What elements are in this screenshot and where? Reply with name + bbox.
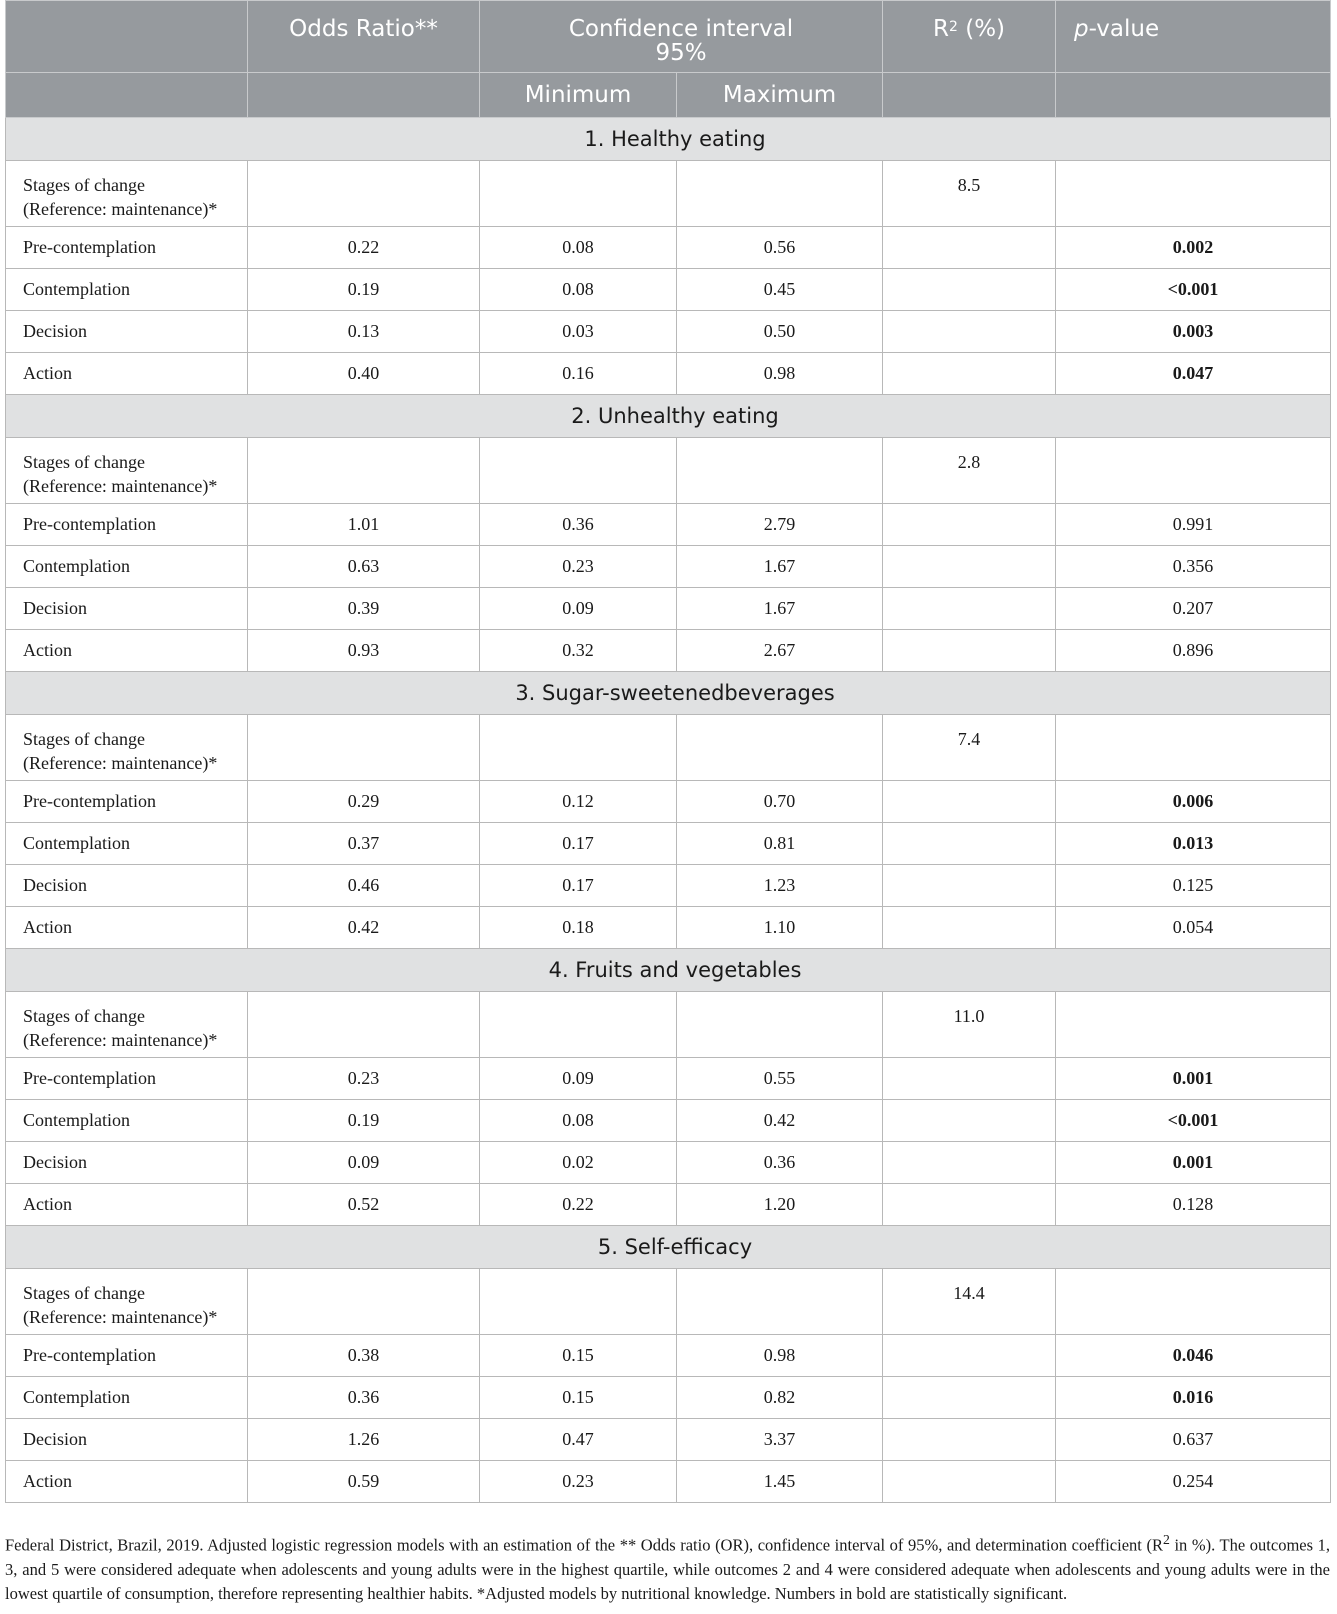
p-value: 0.896	[1056, 630, 1331, 672]
ci-maximum-value: 1.67	[677, 588, 883, 630]
header-r2-base: R	[933, 16, 949, 42]
table-row	[6, 504, 1331, 546]
empty-cell	[883, 588, 1056, 630]
empty-cell	[883, 1461, 1056, 1503]
empty-cell	[248, 715, 480, 781]
empty-cell	[883, 865, 1056, 907]
table-row	[6, 1184, 1331, 1226]
stages-of-change-row	[6, 161, 1331, 227]
empty-cell	[677, 992, 883, 1058]
empty-cell	[883, 227, 1056, 269]
table-row	[6, 1100, 1331, 1142]
ci-minimum-value: 0.12	[480, 781, 677, 823]
p-value: 0.125	[1056, 865, 1331, 907]
stage-label-line1: Stages of change	[23, 1006, 145, 1026]
stage-label-cell	[6, 438, 248, 504]
odds-ratio-value: 0.19	[248, 1100, 480, 1142]
p-value: 0.003	[1056, 311, 1331, 353]
ci-maximum-value: 1.45	[677, 1461, 883, 1503]
table-row	[6, 823, 1331, 865]
row-label: Action	[6, 907, 248, 949]
stage-label-line2: (Reference: maintenance)*	[23, 1030, 218, 1050]
ci-minimum-value: 0.08	[480, 1100, 677, 1142]
row-label: Action	[6, 353, 248, 395]
p-value: 0.002	[1056, 227, 1331, 269]
row-label: Pre-contemplation	[6, 227, 248, 269]
row-label: Action	[6, 630, 248, 672]
section-title: 1. Healthy eating	[6, 118, 1331, 161]
ci-minimum-value: 0.47	[480, 1419, 677, 1461]
empty-cell	[677, 161, 883, 227]
ci-maximum-value: 3.37	[677, 1419, 883, 1461]
empty-cell	[248, 1269, 480, 1335]
p-value: 0.254	[1056, 1461, 1331, 1503]
odds-ratio-value: 0.46	[248, 865, 480, 907]
empty-cell	[883, 353, 1056, 395]
stage-label-cell	[6, 1269, 248, 1335]
empty-cell	[677, 715, 883, 781]
ci-maximum-value: 0.82	[677, 1377, 883, 1419]
ci-maximum-value: 2.67	[677, 630, 883, 672]
odds-ratio-value: 0.52	[248, 1184, 480, 1226]
ci-maximum-value: 1.67	[677, 546, 883, 588]
table-row	[6, 311, 1331, 353]
empty-cell	[248, 992, 480, 1058]
empty-cell	[883, 504, 1056, 546]
empty-cell	[248, 438, 480, 504]
section-title: 4. Fruits and vegetables	[6, 949, 1331, 992]
table-row	[6, 865, 1331, 907]
odds-ratio-value: 0.22	[248, 227, 480, 269]
ci-minimum-value: 0.23	[480, 546, 677, 588]
odds-ratio-value: 0.42	[248, 907, 480, 949]
section-header-row	[6, 949, 1331, 992]
odds-ratio-value: 0.40	[248, 353, 480, 395]
stages-of-change-row	[6, 715, 1331, 781]
r-squared-value: 11.0	[883, 992, 1056, 1058]
odds-ratio-value: 0.59	[248, 1461, 480, 1503]
r-squared-value: 8.5	[883, 161, 1056, 227]
footnote-sup: 2	[1162, 1532, 1170, 1547]
table-footnote	[5, 1528, 1330, 1606]
ci-minimum-value: 0.17	[480, 865, 677, 907]
empty-cell	[480, 715, 677, 781]
header-odds-ratio: Odds Ratio**	[248, 1, 480, 73]
ci-maximum-value: 1.23	[677, 865, 883, 907]
row-label: Decision	[6, 311, 248, 353]
ci-minimum-value: 0.36	[480, 504, 677, 546]
ci-maximum-value: 0.42	[677, 1100, 883, 1142]
p-value: 0.006	[1056, 781, 1331, 823]
header-empty-cell	[6, 1, 248, 73]
table-row	[6, 630, 1331, 672]
row-label: Pre-contemplation	[6, 504, 248, 546]
header-p-rest: -value	[1088, 16, 1160, 42]
row-label: Action	[6, 1184, 248, 1226]
empty-cell	[883, 1419, 1056, 1461]
empty-cell	[883, 630, 1056, 672]
p-value: 0.637	[1056, 1419, 1331, 1461]
stage-label-cell	[6, 161, 248, 227]
header-maximum: Maximum	[677, 73, 883, 118]
ci-minimum-value: 0.03	[480, 311, 677, 353]
section-header-row	[6, 118, 1331, 161]
ci-minimum-value: 0.16	[480, 353, 677, 395]
row-label: Pre-contemplation	[6, 781, 248, 823]
odds-ratio-value: 0.39	[248, 588, 480, 630]
stage-label-line2: (Reference: maintenance)*	[23, 199, 218, 219]
row-label: Contemplation	[6, 823, 248, 865]
header-minimum: Minimum	[480, 73, 677, 118]
empty-cell	[883, 781, 1056, 823]
empty-cell	[248, 161, 480, 227]
row-label: Decision	[6, 1142, 248, 1184]
p-value: 0.207	[1056, 588, 1331, 630]
ci-maximum-value: 0.81	[677, 823, 883, 865]
empty-cell	[1056, 992, 1331, 1058]
table-row	[6, 588, 1331, 630]
table-row	[6, 1058, 1331, 1100]
stage-label-line2: (Reference: maintenance)*	[23, 1307, 218, 1327]
ci-minimum-value: 0.08	[480, 269, 677, 311]
row-label: Decision	[6, 865, 248, 907]
odds-ratio-value: 0.93	[248, 630, 480, 672]
stages-of-change-row	[6, 1269, 1331, 1335]
header-r2-rest: (%)	[957, 16, 1006, 42]
stage-label-cell	[6, 992, 248, 1058]
empty-cell	[883, 823, 1056, 865]
odds-ratio-value: 0.19	[248, 269, 480, 311]
ci-minimum-value: 0.15	[480, 1335, 677, 1377]
table-row	[6, 227, 1331, 269]
ci-maximum-value: 2.79	[677, 504, 883, 546]
p-value: 0.356	[1056, 546, 1331, 588]
table-row	[6, 1419, 1331, 1461]
empty-cell	[883, 1058, 1056, 1100]
stage-label-cell	[6, 715, 248, 781]
p-value: 0.001	[1056, 1142, 1331, 1184]
odds-ratio-value: 1.01	[248, 504, 480, 546]
empty-cell	[1056, 1269, 1331, 1335]
empty-cell	[883, 546, 1056, 588]
odds-ratio-value: 0.36	[248, 1377, 480, 1419]
header-empty-cell	[1056, 73, 1331, 118]
header-ci-line2: 95%	[655, 40, 707, 66]
table-row	[6, 781, 1331, 823]
odds-ratio-value: 0.37	[248, 823, 480, 865]
empty-cell	[883, 1100, 1056, 1142]
ci-maximum-value: 0.56	[677, 227, 883, 269]
empty-cell	[883, 1184, 1056, 1226]
table-row	[6, 907, 1331, 949]
section-title: 5. Self-efficacy	[6, 1226, 1331, 1269]
empty-cell	[883, 1377, 1056, 1419]
row-label: Contemplation	[6, 269, 248, 311]
row-label: Pre-contemplation	[6, 1335, 248, 1377]
stage-label-line1: Stages of change	[23, 175, 145, 195]
footnote-part1: Federal District, Brazil, 2019. Adjusted logistic regression models with an estimation of the ** Odds ratio (OR), confidence interval of 95%, and determination coefficient (R	[5, 1535, 1163, 1555]
ci-maximum-value: 0.36	[677, 1142, 883, 1184]
header-r2-sup: 2	[948, 19, 958, 35]
header-empty-cell	[883, 73, 1056, 118]
p-value: 0.991	[1056, 504, 1331, 546]
ci-minimum-value: 0.09	[480, 1058, 677, 1100]
header-p-italic: p	[1074, 16, 1089, 42]
ci-maximum-value: 0.50	[677, 311, 883, 353]
header-empty-cell	[248, 73, 480, 118]
ci-minimum-value: 0.15	[480, 1377, 677, 1419]
odds-ratio-value: 0.23	[248, 1058, 480, 1100]
row-label: Contemplation	[6, 1377, 248, 1419]
ci-minimum-value: 0.32	[480, 630, 677, 672]
table-row	[6, 546, 1331, 588]
results-table-container	[5, 0, 1330, 1503]
section-title: 2. Unhealthy eating	[6, 395, 1331, 438]
odds-ratio-value: 1.26	[248, 1419, 480, 1461]
ci-minimum-value: 0.08	[480, 227, 677, 269]
row-label: Pre-contemplation	[6, 1058, 248, 1100]
row-label: Decision	[6, 588, 248, 630]
header-ci-line1: Confidence interval	[568, 16, 794, 42]
ci-minimum-value: 0.18	[480, 907, 677, 949]
r-squared-value: 14.4	[883, 1269, 1056, 1335]
ci-minimum-value: 0.17	[480, 823, 677, 865]
section-header-row	[6, 672, 1331, 715]
empty-cell	[883, 311, 1056, 353]
ci-maximum-value: 0.98	[677, 1335, 883, 1377]
header-p-value	[1056, 1, 1331, 73]
ci-minimum-value: 0.09	[480, 588, 677, 630]
p-value: 0.013	[1056, 823, 1331, 865]
empty-cell	[480, 161, 677, 227]
p-value: 0.054	[1056, 907, 1331, 949]
r-squared-value: 2.8	[883, 438, 1056, 504]
table-row	[6, 269, 1331, 311]
ci-maximum-value: 0.45	[677, 269, 883, 311]
ci-maximum-value: 0.55	[677, 1058, 883, 1100]
table-row	[6, 353, 1331, 395]
stage-label-line1: Stages of change	[23, 452, 145, 472]
stage-label-line2: (Reference: maintenance)*	[23, 476, 218, 496]
header-r-squared	[883, 1, 1056, 73]
p-value: 0.128	[1056, 1184, 1331, 1226]
odds-ratio-value: 0.29	[248, 781, 480, 823]
odds-ratio-value: 0.63	[248, 546, 480, 588]
empty-cell	[480, 1269, 677, 1335]
table-row	[6, 1461, 1331, 1503]
stage-label-line2: (Reference: maintenance)*	[23, 753, 218, 773]
empty-cell	[883, 1142, 1056, 1184]
empty-cell	[677, 438, 883, 504]
table-row	[6, 1377, 1331, 1419]
ci-minimum-value: 0.22	[480, 1184, 677, 1226]
p-value: 0.046	[1056, 1335, 1331, 1377]
section-title: 3. Sugar-sweetenedbeverages	[6, 672, 1331, 715]
empty-cell	[1056, 438, 1331, 504]
row-label: Decision	[6, 1419, 248, 1461]
stages-of-change-row	[6, 992, 1331, 1058]
odds-ratio-value: 0.13	[248, 311, 480, 353]
empty-cell	[883, 269, 1056, 311]
section-header-row	[6, 395, 1331, 438]
stages-of-change-row	[6, 438, 1331, 504]
p-value: 0.047	[1056, 353, 1331, 395]
stage-label-line1: Stages of change	[23, 729, 145, 749]
empty-cell	[883, 907, 1056, 949]
row-label: Contemplation	[6, 546, 248, 588]
table-body	[6, 118, 1331, 1503]
empty-cell	[1056, 715, 1331, 781]
header-confidence-interval	[480, 1, 883, 73]
header-empty-cell	[6, 73, 248, 118]
ci-maximum-value: 1.20	[677, 1184, 883, 1226]
ci-maximum-value: 1.10	[677, 907, 883, 949]
p-value: <0.001	[1056, 269, 1331, 311]
r-squared-value: 7.4	[883, 715, 1056, 781]
empty-cell	[480, 438, 677, 504]
ci-minimum-value: 0.02	[480, 1142, 677, 1184]
p-value: 0.001	[1056, 1058, 1331, 1100]
ci-minimum-value: 0.23	[480, 1461, 677, 1503]
p-value: <0.001	[1056, 1100, 1331, 1142]
table-row	[6, 1335, 1331, 1377]
row-label: Contemplation	[6, 1100, 248, 1142]
row-label: Action	[6, 1461, 248, 1503]
footnote-part2: in %). The outcomes 1, 3, and 5 were considered adequate when adolescents and young adults were in the highest quartile, while outcomes 2 and 4 were considered adequate when adolescents and young adults were in the lowest quartile of consumption, therefore representing healthier habits. *Adjusted models by nutritional knowledge. Numbers in bold are statistically significant.	[5, 1535, 1330, 1603]
empty-cell	[480, 992, 677, 1058]
ci-maximum-value: 0.70	[677, 781, 883, 823]
ci-maximum-value: 0.98	[677, 353, 883, 395]
odds-ratio-value: 0.09	[248, 1142, 480, 1184]
regression-table	[5, 0, 1331, 1503]
table-row	[6, 1142, 1331, 1184]
table-header	[6, 1, 1331, 118]
section-header-row	[6, 1226, 1331, 1269]
empty-cell	[883, 1335, 1056, 1377]
empty-cell	[1056, 161, 1331, 227]
stage-label-line1: Stages of change	[23, 1283, 145, 1303]
empty-cell	[677, 1269, 883, 1335]
odds-ratio-value: 0.38	[248, 1335, 480, 1377]
p-value: 0.016	[1056, 1377, 1331, 1419]
